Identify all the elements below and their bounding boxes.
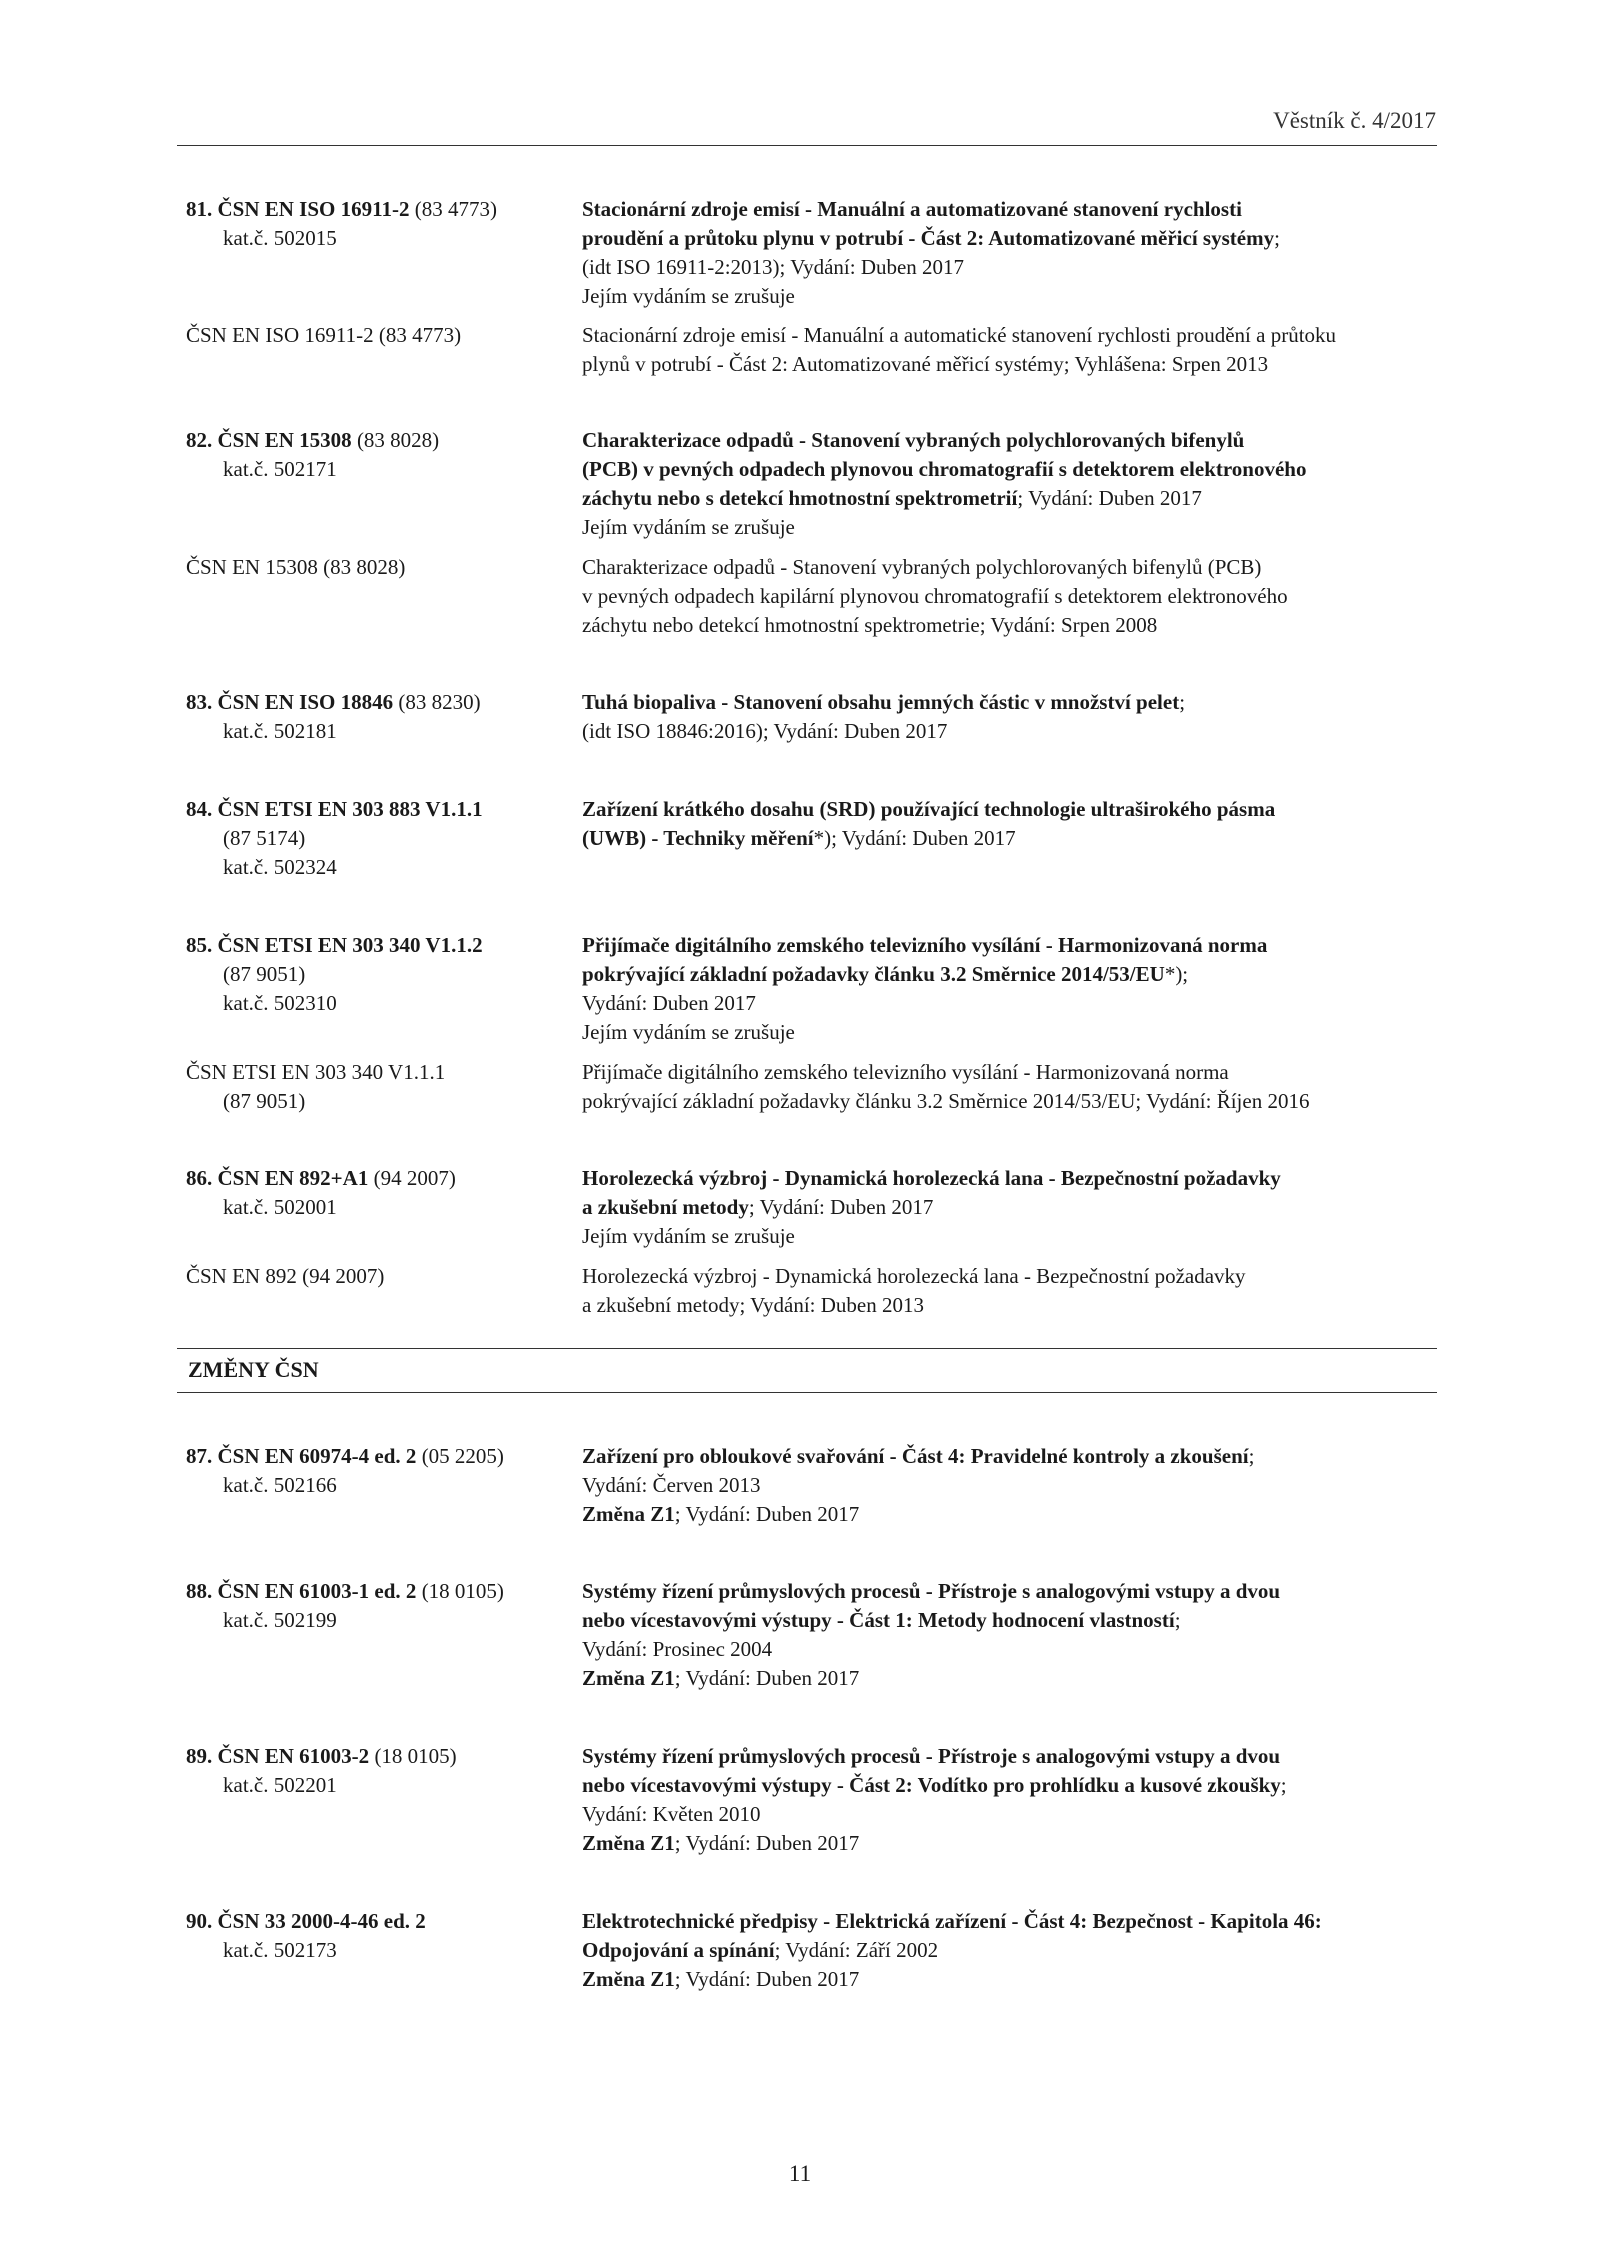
- page-number: 11: [788, 2161, 812, 2186]
- entry-title: Elektrotechnické předpisy - Elektrická zařízení - Část 4: Bezpečnost - Kapitola 46:: [582, 1909, 1322, 1933]
- entry-title: Stacionární zdroje emisí - Manuální a automatizované stanovení rychlosti: [582, 197, 1242, 221]
- catalog-number: kat.č. 502173: [223, 1938, 337, 1962]
- entry-meta: (idt ISO 16911-2:2013); Vydání: Duben 2017: [582, 255, 965, 279]
- entry-id: 89. ČSN EN 61003-2 (18 0105): [186, 1744, 457, 1768]
- replaced-code: ČSN EN 892 (94 2007): [186, 1264, 385, 1288]
- entry-id: 83. ČSN EN ISO 18846 (83 8230): [186, 690, 481, 714]
- replaced-title: pokrývající základní požadavky článku 3.2 Směrnice 2014/53/EU; Vydání: Říjen 2016: [582, 1089, 1310, 1113]
- entry-meta: Jejím vydáním se zrušuje: [582, 515, 795, 539]
- entry-title: Přijímače digitálního zemského televizního vysílání - Harmonizovaná norma: [582, 933, 1268, 957]
- entry-title: Zařízení krátkého dosahu (SRD) používající technologie ultraširokého pásma: [582, 797, 1276, 821]
- entry-title: (UWB) - Techniky měření*); Vydání: Duben 2017: [582, 826, 1016, 850]
- change-line: Změna Z1; Vydání: Duben 2017: [582, 1502, 860, 1526]
- entry-meta: (idt ISO 18846:2016); Vydání: Duben 2017: [582, 719, 948, 743]
- replaced-code: ČSN EN 15308 (83 8028): [186, 555, 406, 579]
- section-rule-top: [177, 1348, 1437, 1349]
- entry-id: 88. ČSN EN 61003-1 ed. 2 (18 0105): [186, 1579, 504, 1603]
- replaced-title: plynů v potrubí - Část 2: Automatizované měřicí systémy; Vyhlášena: Srpen 2013: [582, 352, 1269, 376]
- entry-id: 87. ČSN EN 60974-4 ed. 2 (05 2205): [186, 1444, 504, 1468]
- entry-title: pokrývající základní požadavky článku 3.2 Směrnice 2014/53/EU*);: [582, 962, 1189, 986]
- replaced-class-code: (87 9051): [223, 1089, 306, 1113]
- replaced-title: Horolezecká výzbroj - Dynamická horolezecká lana - Bezpečnostní požadavky: [582, 1264, 1246, 1288]
- replaced-code: ČSN EN ISO 16911-2 (83 4773): [186, 323, 462, 347]
- entry-title: Tuhá biopaliva - Stanovení obsahu jemných částic v množství pelet;: [582, 690, 1186, 714]
- change-line: Změna Z1; Vydání: Duben 2017: [582, 1666, 860, 1690]
- entry-id: 86. ČSN EN 892+A1 (94 2007): [186, 1166, 456, 1190]
- change-line: Změna Z1; Vydání: Duben 2017: [582, 1831, 860, 1855]
- entry-meta: Jejím vydáním se zrušuje: [582, 1224, 795, 1248]
- replaced-title: a zkušební metody; Vydání: Duben 2013: [582, 1293, 924, 1317]
- entry-meta: Vydání: Červen 2013: [582, 1473, 761, 1497]
- entry-title: proudění a průtoku plynu v potrubí - Část 2: Automatizované měřicí systémy;: [582, 226, 1280, 250]
- entry-title: záchytu nebo s detekcí hmotnostní spektrometrií; Vydání: Duben 2017: [582, 486, 1202, 510]
- change-line: Změna Z1; Vydání: Duben 2017: [582, 1967, 860, 1991]
- entry-meta: Vydání: Prosinec 2004: [582, 1637, 773, 1661]
- entry-meta: Jejím vydáním se zrušuje: [582, 1020, 795, 1044]
- entry-meta: Vydání: Květen 2010: [582, 1802, 761, 1826]
- catalog-number: kat.č. 502181: [223, 719, 337, 743]
- replaced-title: záchytu nebo detekcí hmotnostní spektrometrie; Vydání: Srpen 2008: [582, 613, 1158, 637]
- entry-meta: Vydání: Duben 2017: [582, 991, 756, 1015]
- catalog-number: kat.č. 502199: [223, 1608, 337, 1632]
- journal-title: Věstník č. 4/2017: [1273, 108, 1436, 133]
- replaced-title: Přijímače digitálního zemského televizního vysílání - Harmonizovaná norma: [582, 1060, 1229, 1084]
- class-code: (87 5174): [223, 826, 306, 850]
- replaced-title: Stacionární zdroje emisí - Manuální a automatické stanovení rychlosti proudění a průtoku: [582, 323, 1337, 347]
- entry-title: Systémy řízení průmyslových procesů - Přístroje s analogovými vstupy a dvou: [582, 1744, 1281, 1768]
- entry-title: nebo vícestavovými výstupy - Část 2: Vodítko pro prohlídku a kusové zkoušky;: [582, 1773, 1287, 1797]
- catalog-number: kat.č. 502015: [223, 226, 337, 250]
- catalog-number: kat.č. 502201: [223, 1773, 337, 1797]
- entry-title: (PCB) v pevných odpadech plynovou chromatografií s detektorem elektronového: [582, 457, 1307, 481]
- replaced-title: Charakterizace odpadů - Stanovení vybraných polychlorovaných bifenylů (PCB): [582, 555, 1262, 579]
- entry-title: Charakterizace odpadů - Stanovení vybraných polychlorovaných bifenylů: [582, 428, 1245, 452]
- entry-id: 85. ČSN ETSI EN 303 340 V1.1.2: [186, 933, 483, 957]
- catalog-number: kat.č. 502166: [223, 1473, 337, 1497]
- entry-title: Horolezecká výzbroj - Dynamická horolezecká lana - Bezpečnostní požadavky: [582, 1166, 1281, 1190]
- class-code: (87 9051): [223, 962, 306, 986]
- entry-title: Systémy řízení průmyslových procesů - Přístroje s analogovými vstupy a dvou: [582, 1579, 1281, 1603]
- entry-title: a zkušební metody; Vydání: Duben 2017: [582, 1195, 934, 1219]
- entry-title: Odpojování a spínání; Vydání: Září 2002: [582, 1938, 939, 1962]
- entry-id: 90. ČSN 33 2000-4-46 ed. 2: [186, 1909, 426, 1933]
- entry-meta: Jejím vydáním se zrušuje: [582, 284, 795, 308]
- catalog-number: kat.č. 502001: [223, 1195, 337, 1219]
- catalog-number: kat.č. 502324: [223, 855, 337, 879]
- entry-id: 84. ČSN ETSI EN 303 883 V1.1.1: [186, 797, 483, 821]
- replaced-title: v pevných odpadech kapilární plynovou chromatografií s detektorem elektronového: [582, 584, 1288, 608]
- entry-title: Zařízení pro obloukové svařování - Část 4: Pravidelné kontroly a zkoušení;: [582, 1444, 1255, 1468]
- entry-title: nebo vícestavovými výstupy - Část 1: Metody hodnocení vlastností;: [582, 1608, 1181, 1632]
- entry-id: 82. ČSN EN 15308 (83 8028): [186, 428, 440, 452]
- catalog-number: kat.č. 502171: [223, 457, 337, 481]
- header-rule: [177, 145, 1437, 146]
- section-heading: ZMĚNY ČSN: [188, 1357, 319, 1382]
- replaced-code: ČSN ETSI EN 303 340 V1.1.1: [186, 1060, 446, 1084]
- entry-id: 81. ČSN EN ISO 16911-2 (83 4773): [186, 197, 497, 221]
- section-rule-bottom: [177, 1392, 1437, 1393]
- catalog-number: kat.č. 502310: [223, 991, 337, 1015]
